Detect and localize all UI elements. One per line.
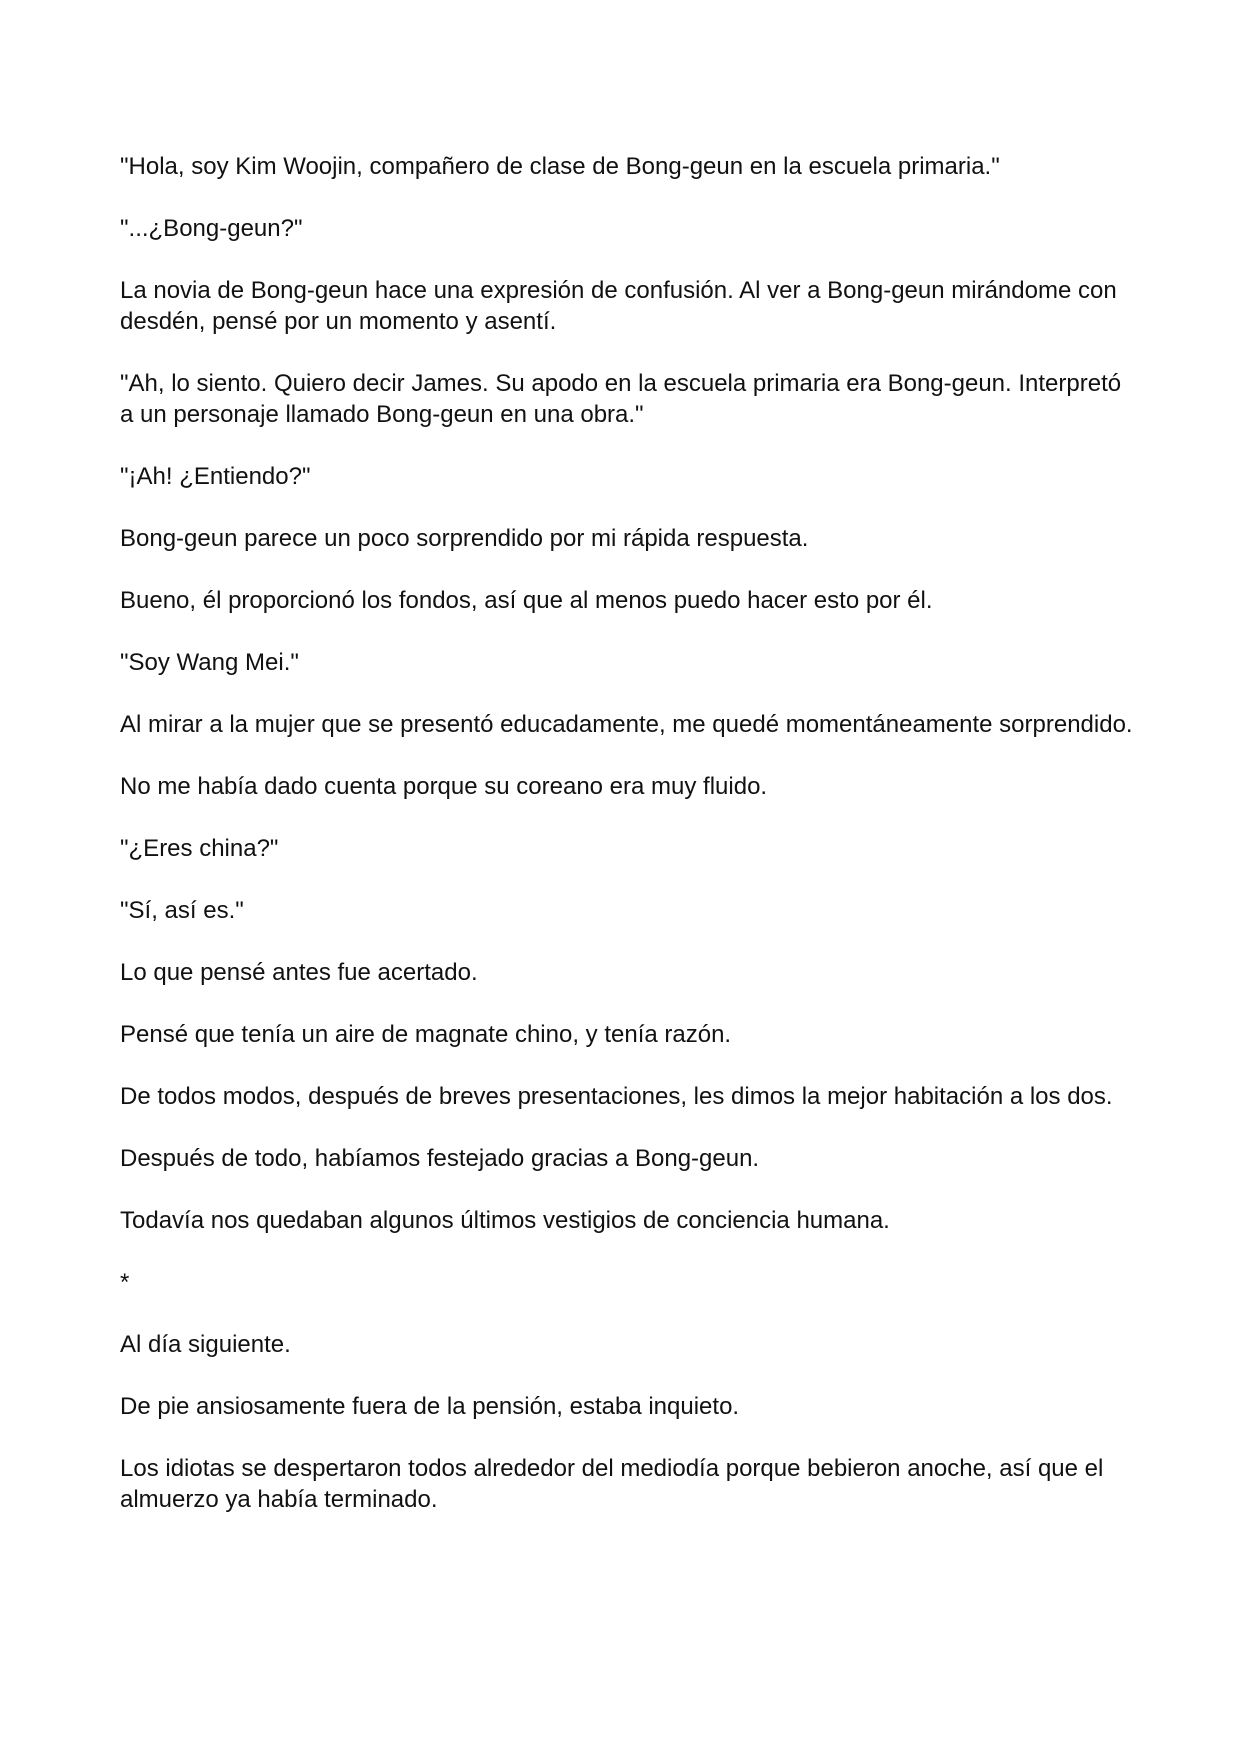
paragraph: "...¿Bong-geun?" xyxy=(120,215,303,242)
paragraph: "¡Ah! ¿Entiendo?" xyxy=(120,463,311,490)
paragraph: Al día siguiente. xyxy=(120,1331,291,1358)
paragraph: De todos modos, después de breves presentaciones, les dimos la mejor habitación a los dos. xyxy=(120,1083,1113,1110)
paragraph: Bong-geun parece un poco sorprendido por mi rápida respuesta. xyxy=(120,525,809,552)
paragraph: "Sí, así es." xyxy=(120,897,244,924)
paragraph: Todavía nos quedaban algunos últimos vestigios de conciencia humana. xyxy=(120,1207,890,1234)
paragraph: De pie ansiosamente fuera de la pensión, estaba inquieto. xyxy=(120,1393,740,1420)
paragraph: Después de todo, habíamos festejado gracias a Bong-geun. xyxy=(120,1145,760,1172)
paragraph: "Soy Wang Mei." xyxy=(120,649,299,676)
paragraph: Al mirar a la mujer que se presentó educadamente, me quedé momentáneamente sorprendido. xyxy=(120,711,1133,738)
paragraph: Pensé que tenía un aire de magnate chino, y tenía razón. xyxy=(120,1021,732,1048)
paragraph: No me había dado cuenta porque su coreano era muy fluido. xyxy=(120,773,768,800)
paragraph: "Ah, lo siento. Quiero decir James. Su apodo en la escuela primaria era Bong-geun. Interpretó a un personaje llamado Bong-geun en una obra." xyxy=(120,370,1128,428)
paragraph: "Hola, soy Kim Woojin, compañero de clase de Bong-geun en la escuela primaria." xyxy=(120,153,1000,180)
document-body xyxy=(120,151,1140,1515)
paragraph: Los idiotas se despertaron todos alrededor del mediodía porque bebieron anoche, así que el almuerzo ya había terminado. xyxy=(120,1455,1111,1513)
paragraph: "¿Eres china?" xyxy=(120,835,279,862)
paragraph: La novia de Bong-geun hace una expresión de confusión. Al ver a Bong-geun mirándome con desdén, pensé por un momento y asentí. xyxy=(120,277,1124,335)
paragraph: Bueno, él proporcionó los fondos, así que al menos puedo hacer esto por él. xyxy=(120,587,933,614)
paragraph: Lo que pensé antes fue acertado. xyxy=(120,959,478,986)
section-break: * xyxy=(120,1269,130,1296)
